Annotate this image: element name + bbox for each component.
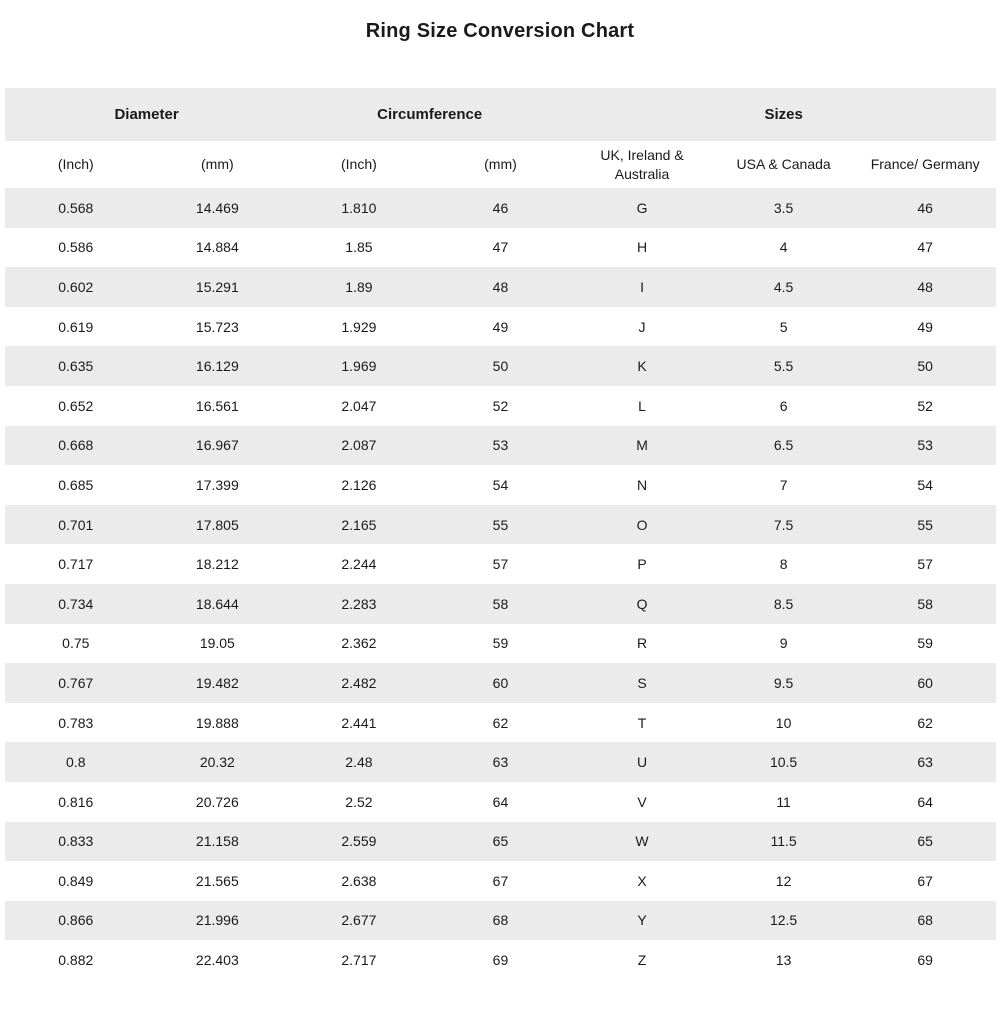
table-cell: 17.805	[195, 516, 239, 533]
group-header-row	[5, 88, 996, 141]
table-cell: 5.5	[773, 358, 794, 375]
table-cell: 68	[917, 912, 933, 929]
table-cell: 8.5	[773, 595, 794, 612]
table-cell: 52	[492, 397, 509, 414]
table-cell: 0.685	[58, 476, 94, 493]
table-row	[5, 426, 996, 466]
table-cell: 53	[917, 437, 933, 454]
table-cell: O	[636, 516, 648, 533]
col-header-diameter-mm: (mm)	[147, 141, 289, 188]
table-cell: 0.767	[58, 674, 94, 691]
table-cell: 64	[917, 793, 933, 810]
table-cell: 5	[779, 318, 788, 335]
table-cell: Y	[637, 912, 647, 929]
table-cell: 0.652	[58, 397, 94, 414]
group-header-sizes: Sizes	[571, 88, 996, 141]
table-row	[5, 901, 996, 941]
table-cell: 52	[917, 397, 933, 414]
table-cell: 48	[917, 278, 933, 295]
table-cell: 58	[917, 595, 933, 612]
sub-header-row	[5, 141, 996, 188]
table-cell: 16.967	[195, 437, 239, 454]
table-cell: 2.677	[341, 912, 377, 929]
table-cell: L	[638, 397, 646, 414]
table-cell: 46	[492, 199, 509, 216]
table-cell: 60	[492, 674, 509, 691]
table-cell: 0.75	[62, 635, 90, 652]
table-cell: 20.726	[195, 793, 239, 810]
table-cell: K	[637, 358, 647, 375]
table-cell: 0.849	[58, 872, 94, 889]
table-cell: 18.212	[195, 556, 239, 573]
table-row	[5, 346, 996, 386]
table-row	[5, 940, 996, 980]
table-cell: 18.644	[195, 595, 239, 612]
col-header-circumference-mm: (mm)	[430, 141, 572, 188]
table-row	[5, 663, 996, 703]
table-cell: W	[635, 833, 649, 850]
table-cell: 69	[492, 952, 509, 969]
table-cell: 14.884	[195, 239, 239, 256]
table-row	[5, 782, 996, 822]
table-cell: 0.734	[58, 595, 94, 612]
table-cell: 65	[492, 833, 509, 850]
table-cell: 11.5	[770, 833, 797, 850]
table-cell: 2.244	[341, 556, 377, 573]
table-cell: 13	[775, 952, 792, 969]
table-cell: 10	[775, 714, 792, 731]
table-cell: 0.833	[58, 833, 94, 850]
table-cell: 3.5	[773, 199, 794, 216]
table-cell: 21.996	[195, 912, 239, 929]
table-cell: 67	[492, 872, 509, 889]
col-header-france-germany: France/ Germany	[854, 141, 996, 188]
table-cell: 0.882	[58, 952, 94, 969]
table-cell: 1.85	[345, 239, 373, 256]
table-cell: V	[637, 793, 647, 810]
table-cell: 2.52	[345, 793, 373, 810]
table-cell: 0.783	[58, 714, 94, 731]
table-cell: Q	[636, 595, 648, 612]
table-row	[5, 703, 996, 743]
table-cell: Z	[637, 952, 647, 969]
table-cell: 0.602	[58, 278, 94, 295]
table-cell: 16.561	[195, 397, 239, 414]
table-cell: 7	[779, 476, 788, 493]
col-header-diameter-inch: (Inch)	[5, 141, 147, 188]
table-cell: 10.5	[769, 754, 798, 771]
table-cell: 1.810	[341, 199, 377, 216]
table-row	[5, 822, 996, 862]
table-cell: 19.888	[195, 714, 239, 731]
table-cell: 1.89	[345, 278, 373, 295]
group-header-diameter: Diameter	[5, 88, 288, 141]
table-row	[5, 267, 996, 307]
table-row	[5, 861, 996, 901]
table-cell: 19.482	[195, 674, 239, 691]
table-cell: I	[640, 278, 644, 295]
table-cell: 0.568	[58, 199, 94, 216]
page	[0, 19, 1000, 980]
table-row	[5, 742, 996, 782]
table-row	[5, 465, 996, 505]
table-cell: 50	[917, 358, 933, 375]
table-cell: 6	[779, 397, 788, 414]
table-row	[5, 307, 996, 347]
group-header-circumference: Circumference	[288, 88, 571, 141]
table-row	[5, 544, 996, 584]
col-header-circumference-inch: (Inch)	[288, 141, 430, 188]
table-cell: 0.8	[66, 754, 86, 771]
table-row	[5, 228, 996, 268]
table-cell: 19.05	[199, 635, 235, 652]
table-cell: 2.441	[341, 714, 377, 731]
table-cell: 59	[917, 635, 933, 652]
table-cell: 47	[917, 239, 933, 256]
table-cell: 68	[492, 912, 509, 929]
table-cell: 4	[779, 239, 788, 256]
table-cell: 2.087	[341, 437, 377, 454]
table-cell: 2.047	[341, 397, 377, 414]
table-cell: 21.158	[195, 833, 239, 850]
table-cell: 6.5	[773, 437, 794, 454]
table-cell: 12	[775, 872, 792, 889]
table-cell: 2.126	[341, 476, 377, 493]
table-cell: 57	[917, 556, 933, 573]
table-cell: 2.559	[341, 833, 377, 850]
table-cell: 1.929	[341, 318, 377, 335]
table-cell: 15.723	[195, 318, 239, 335]
table-cell: G	[636, 199, 648, 216]
table-cell: 0.717	[58, 556, 94, 573]
table-header	[5, 88, 996, 188]
table-body	[5, 188, 996, 980]
table-cell: 59	[492, 635, 509, 652]
table-cell: 55	[917, 516, 933, 533]
table-cell: 49	[917, 318, 933, 335]
table-row	[5, 584, 996, 624]
table-cell: M	[636, 437, 648, 454]
col-header-uk-ireland-australia: UK, Ireland & Australia	[571, 141, 713, 188]
table-cell: 2.283	[341, 595, 377, 612]
table-cell: 1.969	[341, 358, 377, 375]
page-title: Ring Size Conversion Chart	[365, 20, 635, 42]
table-cell: 2.638	[341, 872, 377, 889]
table-cell: 7.5	[773, 516, 794, 533]
table-cell: 8	[779, 556, 788, 573]
table-cell: 63	[492, 754, 509, 771]
table-cell: 63	[917, 754, 933, 771]
table-cell: 65	[917, 833, 933, 850]
table-cell: 12.5	[769, 912, 798, 929]
table-cell: 62	[492, 714, 509, 731]
table-cell: 2.362	[341, 635, 377, 652]
table-cell: 49	[492, 318, 509, 335]
table-cell: 58	[492, 595, 509, 612]
table-cell: J	[638, 318, 646, 335]
table-cell: 46	[917, 199, 933, 216]
table-cell: 2.482	[341, 674, 377, 691]
col-header-usa-canada: USA & Canada	[713, 141, 855, 188]
table-cell: 69	[917, 952, 933, 969]
table-cell: 0.619	[58, 318, 94, 335]
table-cell: 53	[492, 437, 509, 454]
table-cell: P	[637, 556, 647, 573]
table-cell: 11	[776, 793, 791, 810]
table-cell: 2.717	[341, 952, 377, 969]
table-cell: R	[636, 635, 648, 652]
table-cell: 0.866	[58, 912, 94, 929]
table-row	[5, 624, 996, 664]
table-cell: 60	[917, 674, 933, 691]
table-cell: 55	[492, 516, 509, 533]
table-cell: H	[636, 239, 648, 256]
table-cell: 14.469	[195, 199, 239, 216]
table-row	[5, 505, 996, 545]
table-cell: 4.5	[773, 278, 794, 295]
table-row	[5, 386, 996, 426]
table-cell: 62	[917, 714, 933, 731]
table-cell: 0.635	[58, 358, 94, 375]
table-cell: 54	[917, 476, 933, 493]
table-cell: S	[637, 674, 647, 691]
table-cell: 0.668	[58, 437, 94, 454]
table-cell: U	[636, 754, 648, 771]
table-cell: 2.48	[345, 754, 373, 771]
table-cell: 21.565	[195, 872, 239, 889]
table-cell: T	[637, 714, 647, 731]
ring-size-table	[5, 88, 996, 980]
table-cell: 50	[492, 358, 509, 375]
table-cell: 2.165	[341, 516, 377, 533]
table-cell: 9.5	[773, 674, 794, 691]
table-cell: 17.399	[195, 476, 239, 493]
table-cell: 67	[917, 872, 933, 889]
table-cell: 20.32	[199, 754, 235, 771]
table-cell: 64	[492, 793, 509, 810]
table-cell: 0.701	[58, 516, 94, 533]
table-cell: 16.129	[195, 358, 239, 375]
table-cell: 48	[492, 278, 509, 295]
table-cell: N	[636, 476, 648, 493]
table-cell: 15.291	[195, 278, 239, 295]
table-cell: 54	[492, 476, 509, 493]
table-cell: 22.403	[195, 952, 239, 969]
table-cell: 47	[492, 239, 509, 256]
table-cell: 0.816	[58, 793, 94, 810]
table-cell: 9	[779, 635, 788, 652]
table-cell: X	[637, 872, 647, 889]
table-row	[5, 188, 996, 228]
table-cell: 57	[492, 556, 509, 573]
table-cell: 0.586	[58, 239, 94, 256]
